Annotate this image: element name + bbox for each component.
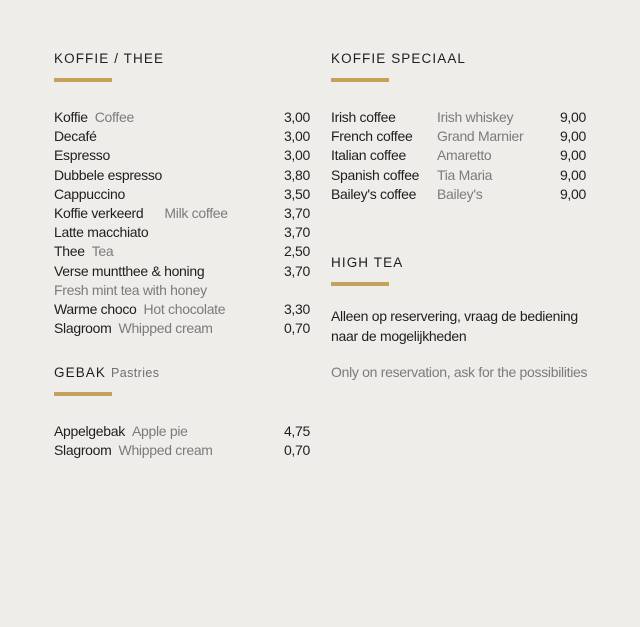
item-translation: Amaretto	[437, 147, 492, 164]
accent-divider	[54, 78, 112, 82]
item-name: Cappuccino	[54, 185, 125, 202]
menu-item	[331, 127, 586, 146]
menu-item	[331, 108, 586, 127]
item-name: Slagroom	[54, 320, 112, 337]
menu-item	[54, 204, 310, 223]
item-price: 3,80	[283, 166, 310, 183]
item-name: French coffee	[331, 128, 413, 145]
accent-divider	[54, 392, 112, 396]
menu-list	[54, 422, 310, 460]
item-name: Espresso	[54, 147, 110, 164]
item-price: 9,00	[559, 166, 586, 183]
section-title: HIGH TEA	[331, 255, 404, 270]
accent-divider	[331, 78, 389, 82]
item-price: 3,30	[283, 300, 310, 317]
item-name: Thee	[54, 243, 85, 260]
koffie-speciaal-section	[331, 51, 591, 204]
section-title	[54, 365, 310, 381]
section-title: KOFFIE SPECIAAL	[331, 51, 467, 66]
item-translation: Whipped cream	[118, 442, 213, 459]
high-tea-text-en: Only on reservation, ask for the possibilities	[331, 364, 588, 380]
menu-item	[54, 166, 310, 185]
item-price: 9,00	[559, 109, 586, 125]
item-price: 9,00	[559, 185, 586, 202]
item-name: Latte macchiato	[54, 224, 149, 241]
item-name: Koffie	[54, 109, 88, 125]
koffie-thee-section	[54, 51, 310, 338]
item-translation: Milk coffee	[164, 204, 228, 221]
item-name: Irish coffee	[331, 109, 396, 125]
menu-item	[54, 146, 310, 165]
item-translation: Grand Marnier	[437, 128, 524, 145]
item-translation: Bailey's	[437, 185, 483, 202]
item-translation: Whipped cream	[118, 320, 213, 337]
item-name: Decafé	[54, 128, 97, 145]
item-price: 0,70	[283, 320, 310, 337]
item-price: 2,50	[283, 243, 310, 260]
item-translation: Apple pie	[131, 423, 188, 439]
menu-item	[54, 108, 310, 127]
item-price: 9,00	[559, 128, 586, 145]
accent-divider	[331, 282, 389, 286]
section-title: KOFFIE / THEE	[54, 51, 165, 66]
high-tea-text-nl: Alleen op reservering, vraag de bediening naar de mogelijkheden	[331, 308, 578, 344]
item-price: 3,00	[283, 128, 310, 145]
item-translation: Tea	[91, 243, 114, 260]
item-price: 3,50	[283, 185, 310, 202]
item-price: 3,00	[283, 109, 310, 125]
item-price: 3,70	[283, 262, 310, 279]
item-name: Bailey's coffee	[331, 185, 417, 202]
item-price: 0,70	[283, 442, 310, 459]
menu-list	[331, 108, 586, 204]
item-name: Verse muntthee & honing	[54, 262, 205, 279]
item-translation: Irish whiskey	[437, 109, 514, 125]
item-name: Warme choco	[54, 300, 137, 317]
section-title-text: GEBAK	[54, 365, 107, 380]
menu-item	[54, 223, 310, 242]
section-subtitle: Pastries	[111, 366, 160, 380]
menu-item	[54, 262, 310, 281]
item-name: Dubbele espresso	[54, 166, 163, 183]
menu-item	[54, 242, 310, 261]
item-price: 4,75	[283, 423, 310, 439]
item-translation: Coffee	[94, 109, 134, 125]
item-price: 3,70	[283, 204, 310, 221]
item-price: 9,00	[559, 147, 586, 164]
menu-item	[54, 422, 310, 441]
menu-item	[331, 185, 586, 204]
menu-item	[54, 127, 310, 146]
menu-list	[54, 108, 310, 338]
item-name: Italian coffee	[331, 147, 406, 164]
menu-item	[54, 300, 310, 319]
item-name: Appelgebak	[54, 423, 125, 439]
gebak-section	[54, 365, 310, 460]
menu-item	[54, 185, 310, 204]
item-price: 3,70	[283, 224, 310, 241]
menu-item-translation-line	[54, 281, 310, 300]
item-translation: Tia Maria	[437, 166, 493, 183]
item-translation: Hot chocolate	[143, 300, 226, 317]
menu-item	[54, 441, 310, 460]
item-name: Spanish coffee	[331, 166, 420, 183]
menu-item	[331, 166, 586, 185]
item-name: Slagroom	[54, 442, 112, 459]
item-translation: Fresh mint tea with honey	[54, 281, 207, 298]
high-tea-section	[331, 255, 591, 382]
menu-item	[54, 319, 310, 338]
item-price: 3,00	[283, 147, 310, 164]
menu-item	[331, 146, 586, 165]
item-name: Koffie verkeerd	[54, 204, 144, 221]
